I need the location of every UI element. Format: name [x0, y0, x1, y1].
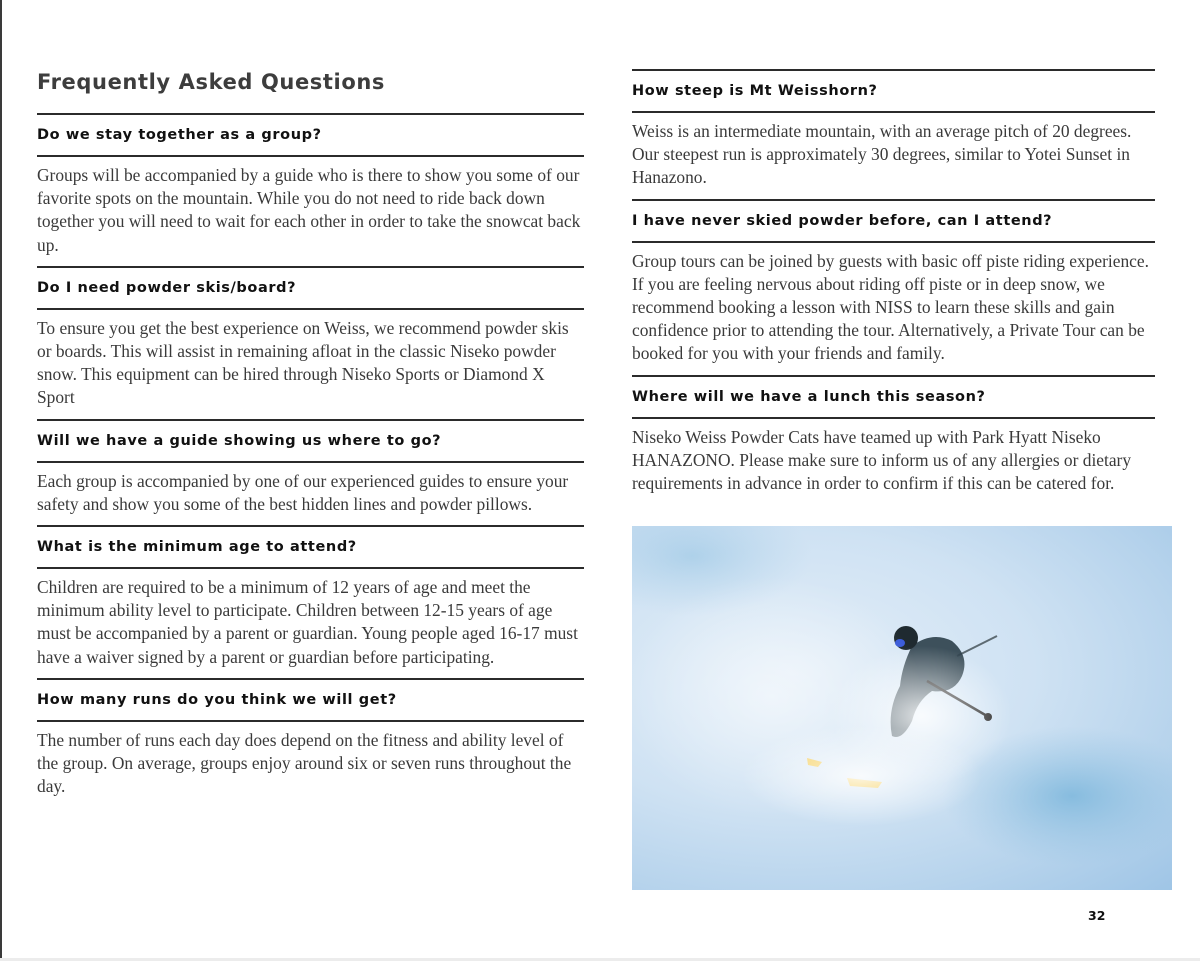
faq-answer: Weiss is an intermediate mountain, with an average pitch of 20 degrees. Our steepest run is approximately 30 degrees, similar to Yotei Sunset in Hanazono. [632, 121, 1132, 188]
powder-spray [632, 576, 922, 816]
skier-photo [632, 526, 1172, 890]
faq-answer: To ensure you get the best experience on Weiss, we recommend powder skis or boards. This will assist in remaining afloat in the classic Niseko powder snow. This equipment can be hired through Niseko Sports or Diamond X Sport [37, 317, 569, 408]
ski-pole [957, 636, 997, 656]
faq-question: How many runs do you think we will get? [37, 691, 397, 708]
page-left-border [0, 0, 2, 961]
faq-answer: The number of runs each day does depend on the fitness and ability level of the group. On average, groups enjoy around six or seven runs throughout the day. [37, 729, 572, 797]
faq-item [37, 113, 584, 266]
faq-question: Do I need powder skis/board? [37, 279, 297, 296]
faq-answer: Group tours can be joined by guests with basic off piste riding experience. If you are feeling nervous about riding off piste or in deep snow, we recommend booking a lesson with NISS to learn these skills and gain confidence prior to attending the tour. Alternatively, a Private Tour can be booked for you with your friends and family. [632, 250, 1149, 364]
faq-question: How steep is Mt Weisshorn? [632, 83, 878, 99]
faq-answer: Niseko Weiss Powder Cats have teamed up with Park Hyatt Niseko HANAZONO. Please make sure to inform us of any allergies or dietary requirements in advance in order to confirm if this can be catered for. [632, 426, 1132, 494]
page-number: 32 [1088, 908, 1106, 923]
faq-answer: Children are required to be a minimum of 12 years of age and meet the minimum ability level to participate. Children between 12-15 years of age must be accompanied by a parent or guardian. Young people aged 16-17 must have a waiver signed by a parent or guardian before participating. [37, 577, 578, 667]
faq-answer: Each group is accompanied by one of our experienced guides to ensure your safety and show you some of the best hidden lines and powder pillows. [37, 470, 569, 514]
faq-left-column [37, 113, 584, 807]
faq-question: I have never skied powder before, can I attend? [632, 212, 1053, 229]
faq-question: Where will we have a lunch this season? [632, 388, 986, 405]
faq-question: What is the minimum age to attend? [37, 539, 357, 556]
skier-illustration [632, 526, 1172, 890]
faq-item [632, 69, 1155, 199]
faq-question: Will we have a guide showing us where to go? [37, 432, 442, 449]
faq-item [632, 199, 1155, 375]
faq-question: Do we stay together as a group? [37, 127, 322, 143]
page-title: Frequently Asked Questions [37, 70, 386, 94]
faq-item [37, 525, 584, 678]
faq-item [37, 678, 584, 808]
faq-item [632, 375, 1155, 505]
faq-item [37, 266, 584, 419]
faq-answer: Groups will be accompanied by a guide who is there to show you some of our favorite spots on the mountain. While you do not need to ride back down together you will need to wait for each other in order to take the snowcat back up. [37, 165, 581, 255]
faq-item [37, 419, 584, 525]
faq-right-column [632, 69, 1155, 504]
